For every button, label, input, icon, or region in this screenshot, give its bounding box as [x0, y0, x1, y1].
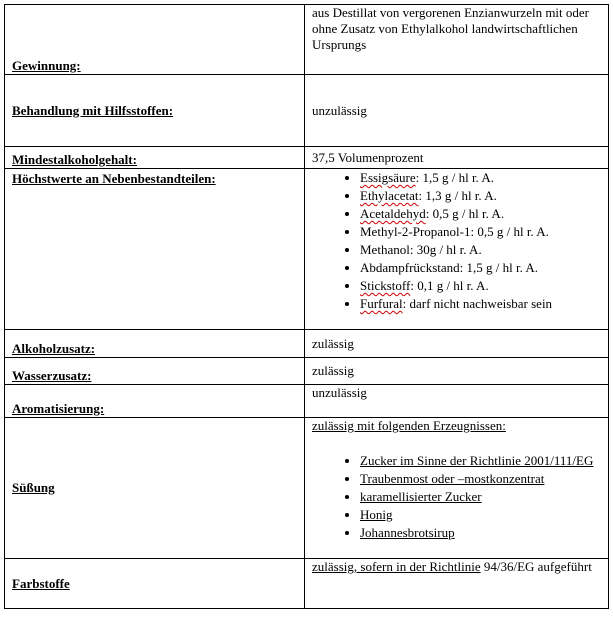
row-gewinnung — [5, 5, 609, 75]
list-item-karamell: • karamellisierter Zucker — [360, 488, 601, 506]
value-farbstoffe: zulässig, sofern in der Richtlinie 94/36/EG aufgeführt — [305, 559, 609, 609]
list-item-abdampfrueckstand: • Abdampfrückstand: 1,5 g / hl r. A. — [360, 259, 601, 277]
list-item-zucker: • Zucker im Sinne der Richtlinie 2001/111/EG — [360, 452, 601, 470]
value-aromatisierung: unzulässig — [305, 385, 609, 418]
list-item-stickstoff: • Stickstoff: 0,1 g / hl r. A. — [360, 277, 601, 295]
row-behandlung — [5, 75, 609, 147]
suessung-intro: zulässig mit folgenden Erzeugnissen: — [312, 418, 506, 433]
row-aromatisierung — [5, 385, 609, 418]
list-item-ethylacetat: • Ethylacetat: 1,3 g / hl r. A. — [360, 187, 601, 205]
label-aromatisierung: Aromatisierung: — [5, 385, 305, 418]
value-hoechstwerte — [305, 169, 609, 330]
row-hoechstwerte — [5, 169, 609, 330]
specification-table — [4, 4, 609, 609]
label-hoechstwerte: Höchstwerte an Nebenbestandteilen: — [5, 169, 305, 330]
row-alkoholzusatz — [5, 330, 609, 358]
label-farbstoffe: Farbstoffe — [5, 559, 305, 609]
label-wasserzusatz: Wasserzusatz: — [5, 358, 305, 385]
label-behandlung: Behandlung mit Hilfsstoffen: — [5, 75, 305, 147]
row-wasserzusatz — [5, 358, 609, 385]
list-item-furfural: • Furfural: darf nicht nachweisbar sein — [360, 295, 601, 313]
list-item-traubenmost: • Traubenmost oder –mostkonzentrat — [360, 470, 601, 488]
list-item-methyl-propanol: • Methyl-2-Propanol-1: 0,5 g / hl r. A. — [360, 223, 601, 241]
label-alkoholzusatz: Alkoholzusatz: — [5, 330, 305, 358]
value-gewinnung: aus Destillat von vergorenen Enzianwurzeln mit oder ohne Zusatz von Ethylalkohol landwirtschaftlichen Ursprungs — [305, 5, 609, 75]
row-suessung — [5, 418, 609, 559]
list-item-honig: • Honig — [360, 506, 601, 524]
nebenbestandteile-list — [312, 169, 601, 313]
suessung-list — [312, 452, 601, 542]
row-farbstoffe — [5, 559, 609, 609]
list-item-methanol: • Methanol: 30g / hl r. A. — [360, 241, 601, 259]
list-item-essigsaeure: • Essigsäure: 1,5 g / hl r. A. — [360, 169, 601, 187]
value-behandlung: unzulässig — [305, 75, 609, 147]
value-mindestalkohol: 37,5 Volumenprozent — [305, 147, 609, 169]
row-mindestalkohol — [5, 147, 609, 169]
label-gewinnung: Gewinnung: — [5, 5, 305, 75]
label-mindestalkohol: Mindestalkoholgehalt: — [5, 147, 305, 169]
list-item-johannesbrotsirup: • Johannesbrotsirup — [360, 524, 601, 542]
value-alkoholzusatz: zulässig — [305, 330, 609, 358]
value-wasserzusatz: zulässig — [305, 358, 609, 385]
value-suessung — [305, 418, 609, 559]
list-item-acetaldehyd: • Acetaldehyd: 0,5 g / hl r. A. — [360, 205, 601, 223]
label-suessung: Süßung — [5, 418, 305, 559]
